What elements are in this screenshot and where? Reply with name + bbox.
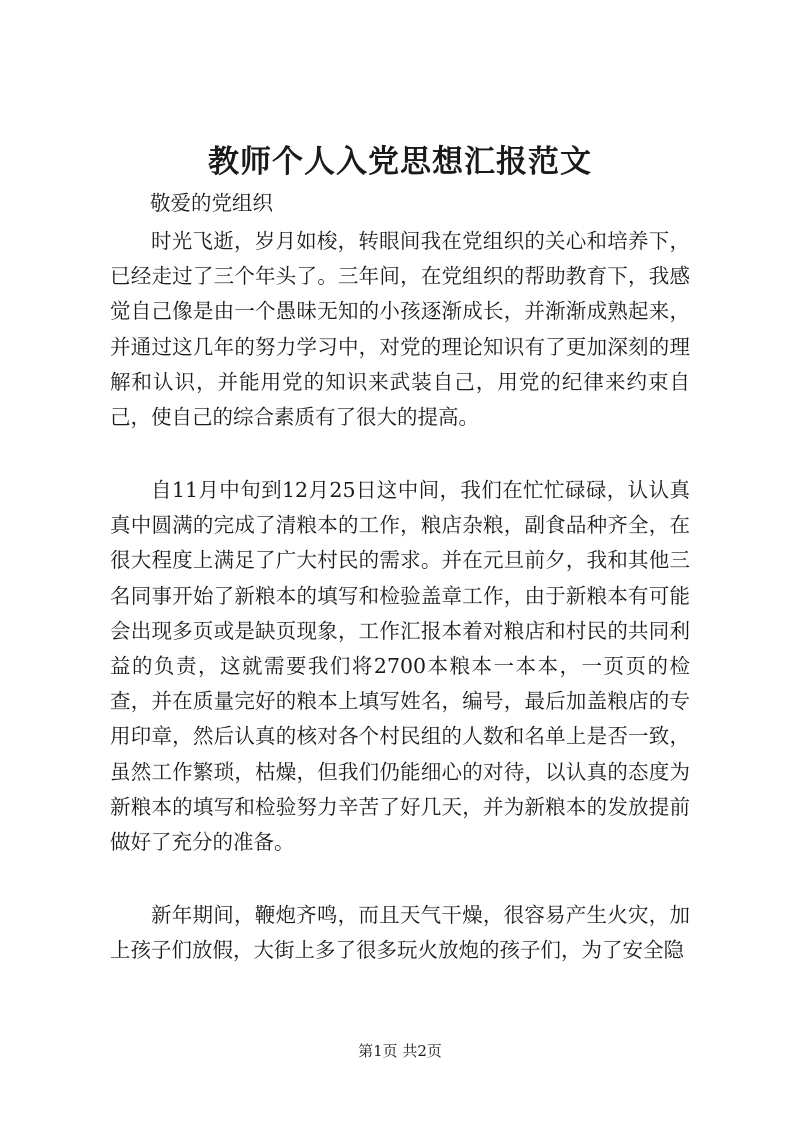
salutation: 敬爱的党组织 xyxy=(150,191,273,215)
document-title: 教师个人入党思想汇报范文 xyxy=(208,144,592,180)
paragraph-1: 时光飞逝，岁月如梭，转眼间我在党组织的关心和培养下，已经走过了三个年头了。三年间，在党组织的帮助教育下，我感觉自己像是由一个愚昧无知的小孩逐渐成长，并渐渐成熟起来，并通过这几年的努力学习中，对党的理论知识有了更加深刻的理解和认识，并能用党的知识来武装自己，用党的纪律来约束自己，使自己的综合素质有了很大的提高。 xyxy=(110,229,690,430)
paragraph-3: 新年期间，鞭炮齐鸣，而且天气干燥，很容易产生火灾，加上孩子们放假，大街上多了很多玩火放炮的孩子们，为了安全隐 xyxy=(110,903,690,963)
paragraph-2: 自11月中旬到12月25日这中间，我们在忙忙碌碌，认认真真中圆满的完成了清粮本的工作，粮店杂粮，副食品种齐全，在很大程度上满足了广大村民的需求。并在元旦前夕，我和其他三名同事开始了新粮本的填写和检验盖章工作，由于新粮本有可能会出现多页或是缺页现象，工作汇报本着对粮店和村民的共同利益的负责，这就需要我们将2700本粮本一本本，一页页的检查，并在质量完好的粮本上填写姓名，编号，最后加盖粮店的专用印章，然后认真的核对各个村民组的人数和名单上是否一致，虽然工作繁琐，枯燥，但我们仍能细心的对待，以认真的态度为新粮本的填写和检验努力辛苦了好几天，并为新粮本的发放提前做好了充分的准备。 xyxy=(110,478,690,855)
page-number-footer: 第1页 共2页 xyxy=(358,1042,442,1060)
